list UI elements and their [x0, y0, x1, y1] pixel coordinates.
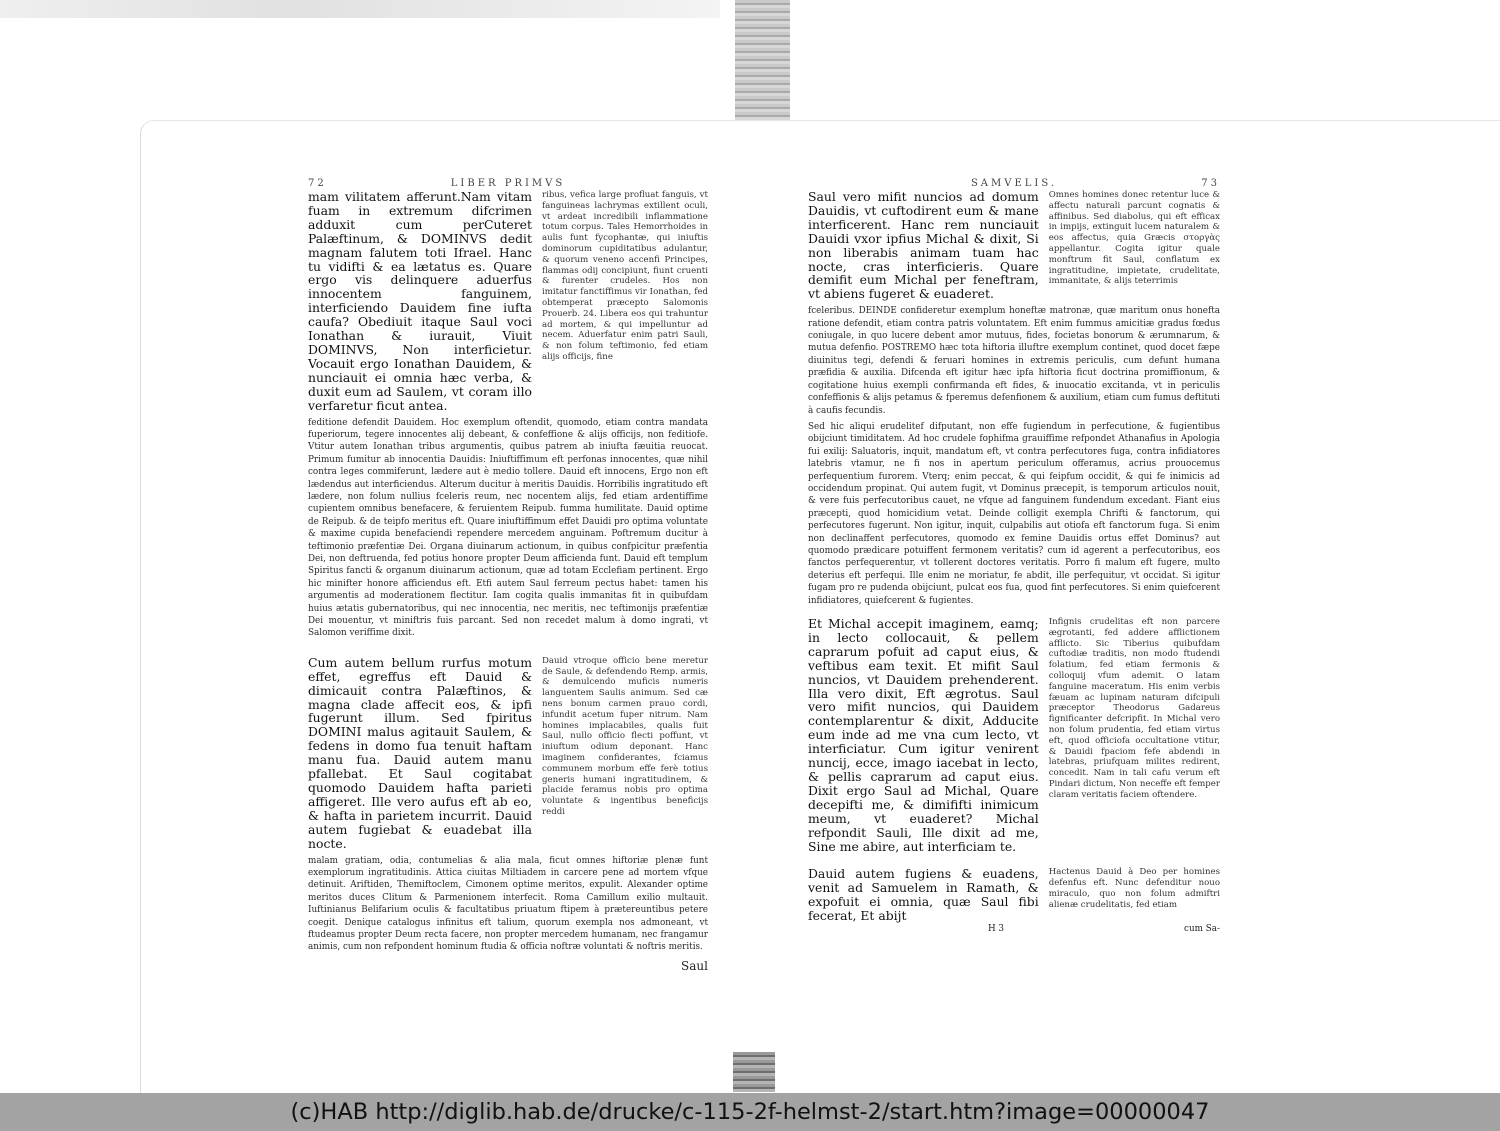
- left-running-title: LIBER PRIMVS: [450, 178, 566, 189]
- right-bible-text-1: Saul vero mifit nuncios ad domum Dauidis, vt cuftodirent eum & mane interficerent. Hanc rem nunciauit Dauidi vxor ipfius Michal & dixit, Si non liberabis animam tuam hac nocte, cras interficieris. Quare demifit eum Michal per feneftram, vt abiens fugeret & euaderet.: [808, 189, 1039, 302]
- book-spine-bottom: [733, 1052, 775, 1092]
- left-catchword: Saul: [681, 958, 708, 973]
- right-running-title: SAMVELIS.: [970, 178, 1058, 189]
- left-commentary-1: ribus, vefica large profluat fanguis, vt fanguineas lachrymas extillent oculi, vt ardeat incredibili inflammatione totum corpus. Tales Hemorrhoides in aulis funt fycophantæ, qui iniuftis dominorum cupiditatibus adulantur, & quorum veneno accenfi Principes, flammas odij concipiunt, fiunt cruenti & furenter crudeles. Hos non imitatur fanctiffimus vir Ionathan, fed obtemperat præcepto Salomonis Prouerb. 24. Libera eos qui trahuntur ad mortem, & qui impelluntur ad necem. Aduerfatur enim patri Sauli, & non folum teftimonio, fed etiam alijs officijs, fine: [542, 190, 708, 362]
- left-page: [308, 178, 708, 973]
- right-bible-text-3: Dauid autem fugiens & euadens, venit ad Samuelem in Ramath, & expofuit ei omnia, quæ Saul fibi fecerat, Et abijt: [808, 866, 1039, 924]
- left-page-number: 72: [308, 178, 327, 189]
- left-block-2: [308, 656, 708, 851]
- left-commentary-full-1: feditione defendit Dauidem. Hoc exemplum oftendit, quomodo, etiam contra mandata fuperiorum, tegere innocentes alij debeant, & confeffione & alijs officijs, non feditiofe. Vtitur autem Ionathan tribus argumentis, quibus patrem ab iniufta fæuitia reuocat. Primum fumitur ab innocentia Dauidis: Iniuftiffimum eft perfonas innocentes, quæ nihil contra leges commiferunt, lædere aut è medio tollere. Dauid eft innocens, Ergo non eft lædendus aut interficiendus. Alterum ducitur à meritis Dauidis. Horribilis ingratitudo eft lædere, non folum nullius fceleris reum, nec nocentem alijs, fed etiam ardentiffime cupientem omnibus benefacere, & feruientem Reipub. fumma humilitate. Dauid optime de Reipub. & de teipfo meritus eft. Quare iniuftiffimum effet Dauidi pro optima voluntate & maxime cupida benefaciendi rependere mercedem anguinam. Poftremum ducitur à teftimonio præfentiæ Dei. Organa diuinarum actionum, in quibus confpicitur præfentia Dei, non deftruenda, fed potius honore propter Deum afficienda funt. Dauid eft templum Spiritus fancti & organum diuinarum actionum, quæ ad totam Ecclefiam pertinent. Ergo hic minifter honore afficiendus eft. Etfi autem Saul ferreum pectus habet: tamen his argumentis ad moderationem flectitur. Iam cogita qualis immanitas fit in quibufdam huius ætatis gubernatoribus, qui nec innocentia, nec meritis, nec teftimonijs præfentiæ Dei mouentur, vt miniftris fuis parcant. Sed non recedet malum à domo ingrati, vt Salomon veriffime dixit.: [308, 417, 708, 639]
- scan-edge-shadow: [0, 0, 720, 18]
- left-bible-text-1: mam vilitatem afferunt.Nam vitam fuam in extremum difcrimen adduxit cum perCuteret Palæftinum, & DOMINVS dedit magnam falutem toti Ifrael. Hanc tu vidifti & ea lætatus es. Quare ergo vis delinquere aduerfus innocentem fanguinem, interficiendo Dauidem fine iufta caufa? Obediuit itaque Saul voci Ionathan & iurauit, Viuit DOMINVS, Non interficietur. Vocauit ergo Ionathan Dauidem, & nunciauit ei omnia hæc verba, & duxit eum ad Saulem, vt coram illo verfaretur ficut antea.: [308, 189, 532, 413]
- right-commentary-full-2: Sed hic aliqui erudelitef difputant, non effe fugiendum in perfecutione, & fugientibus obijciunt timiditatem. Ad hoc crudele fophifma grauiffime refpondet Athanafius in Apologia fui exilij: Saluatoris, inquit, mandatum eft, vt contra perfecutores fuga, contra infidiatores latebris vtamur, ne fi nos in apertum periculum offeramus, acrius prouocemus perfequentium furorem. Vterq; enim peccat, & qui feipfum occidit, & qui fe inimicis ad occidendum propinat. Qui autem fugit, vt Dominus præcepit, is temporum articulos nouit, & vere fuis perfecutoribus cauet, ne vfque ad fanguinem fundendum excedant. Fiant eius præcepti, quod homicidium vetat. Deinde colligit exempla Chrifti & fanctorum, qui perfecutores fugerunt. Non igitur, inquit, culpabilis aut otiofa eft fanctorum fuga. Si enim non declinaffent perfecutores, quomodo ex femine Dauidis ortus effet Dominus? aut quomodo prædicare potuiffent fermonem veritatis? cum id agerent a perfecutoribus, eos fanctos perfequerentur, vt tollerent doctores veritatis. Porro fi malum eft fugere, multo deterius eft perfequi. Ille enim ne moriatur, fe abdit, ille perfequitur, vt occidat. Si igitur fugam pro re pudenda obijciunt, pulcat eos fua, quod fint perfecutores. Si enim quiefcerent infidiatores, quiefcerent & fugientes.: [808, 421, 1220, 606]
- right-block-2: [808, 617, 1220, 853]
- right-commentary-1: Omnes homines donec retentur luce & affectu naturali parcunt cognatis & affinibus. Sed diabolus, qui eft efficax in impijs, extinguit lucem naturalem & eos affectus, quia Græcis στοργὰς appellantur. Cogita igitur quale monftrum fit Saul, conflatum ex ingratitudine, impietate, crudelitate, immanitate, & alijs teterrimis: [1048, 190, 1220, 287]
- right-commentary-3: Hactenus Dauid à Deo per homines defenfus eft. Nunc defenditur nouo miraculo, quo non folum admiftri alienæ crudelitatis, fed etiam: [1048, 867, 1220, 910]
- left-bible-text-2: Cum autem bellum rurfus motum effet, egreffus eft Dauid & dimicauit contra Palæftinos, & magna clade affecit eos, & ipfi fugerunt illum. Sed fpiritus DOMINI malus agitauit Saulem, & fedens in domo fua tenuit haftam manu fua. Dauid autem manu pfallebat. Et Saul cogitabat quomodo Dauidem hafta parieti affigeret. Ille vero aufus eft ab eo, & hafta in parietem incurrit. Dauid autem fugiebat & euadebat illa nocte.: [308, 654, 532, 851]
- left-commentary-2: Dauid vtroque officio bene meretur de Saule, & defendendo Remp. armis, & demulcendo muficis numeris languentem Saulis animum. Sed cæ nens bonum carmen prauo cordi, infundit acetum fuper nitrum. Nam homines implacabiles, qualis fuit Saul, nullo officio flecti poffunt, vt iniuftum odium deponant. Hanc imaginem confiderantes, fciamus communem morbum effe ferè totius generis humani ingratitudinem, & placide feramus nobis pro optima voluntate & ingentibus beneficijs reddi: [542, 655, 708, 817]
- right-page: [808, 178, 1220, 936]
- copyright-footer: (c)HAB http://diglib.hab.de/drucke/c-115-2f-helmst-2/start.htm?image=00000047: [0, 1093, 1500, 1131]
- left-block-1: [308, 190, 708, 413]
- right-commentary-2: Infignis crudelitas eft non parcere ægrotanti, fed addere afflictionem afflicto. Sic Tiberius quibufdam cuftodiæ traditis, non modo ftudendi folatium, fed etiam fermonis & colloquij vfum ademit. O latam fanguine maceratum. His enim verbis fæuam ac lupinam naturam difcipuli præceptor Theodorus Gadareus fignificanter defcripfit. In Michal vero non folum prudentia, fed etiam virtus eft, quod officiofa occultatione vtitur, & Dauidi fpaciom fefe abdendi in latebras, priufquam milites redirent, concedit. Nam in tali cafu verum eft Pindari dictum, Non neceffe eft femper claram veritatis faciem oftendere.: [1048, 617, 1220, 800]
- right-commentary-full-1: fceleribus. DEINDE confideretur exemplum honeftæ matronæ, quæ maritum onus honefta ratione defendit, etiam contra patris voluntatem. Eft enim fummus amicitiæ gradus fœdus coniugale, in quo lucere debent amor mutuus, fides, focietas bonorum & ærumnarum, & mutua defenfio. POSTREMO hæc tota hiftoria illuftre exemplum continet, quod docet fæpe diuinitus tegi, defendi & feruari homines in extremis periculis, cum defunt humana præfidia & auxilia. Difcenda eft igitur hæc ipfa hiftoria ficut doctrina promiffionum, & cogitatione huius exempli confirmanda eft fides, & inuocatio excitanda, vt in periculis confeffionis & alijs petamus & fperemus defenfionem & auxilium, etiam cum fumus deftituti à caufis fecundis.: [808, 306, 1220, 416]
- right-page-foot: [808, 923, 1220, 936]
- right-catchword: cum Sa-: [1184, 924, 1220, 935]
- signature-mark: H 3: [987, 924, 1005, 935]
- book-spine-top: [735, 0, 790, 120]
- left-running-head: [308, 178, 708, 190]
- right-page-number: 73: [1201, 178, 1220, 189]
- right-bible-text-2: Et Michal accepit imaginem, eamq; in lecto collocauit, & pellem caprarum pofuit ad caput eius, & veftibus eam texit. Et mifit Saul nuncios, vt Dauidem prehenderent. Illa vero dixit, Eft ægrotus. Saul vero mifit nuncios, qui Dauidem contemplarentur & dixit, Adducite eum inde ad me vna cum lecto, vt interficiatur. Cum igitur venirent nuncij, ecce, imago iacebat in lecto, & pellis caprarum ad caput eius. Dixit ergo Saul ad Michal, Quare decepifti me, & dimififti inimicum meum, vt euaderet? Michal refpondit Sauli, Ille dixit ad me, Sine me abire, aut interficiam te.: [808, 616, 1039, 854]
- right-block-1: [808, 190, 1220, 301]
- right-block-3: [808, 867, 1220, 923]
- right-running-head: [808, 178, 1220, 190]
- left-commentary-full-2: malam gratiam, odia, contumelias & alia mala, ficut omnes hiftoriæ plenæ funt exemplorum ingratitudinis. Attica ciuitas Miltiadem in carcere pene ad mortem vfque detinuit. Ariftiden, Themiftoclem, Cimonem optime meritos, expulit. Alexander optime meritos duces Clitum & Parmenionem interfecit. Roma Camillum exilio multauit. Iuftinianus Belifarium oculis & facultatibus priuatum ftipem à prætereuntibus petere coegit. Denique catalogus infinitus eft talium, quorum exempla nos admoneant, vt ftudeamus propter Deum recta facere, non propter mercedem humanam, nec frangamur animis, cum non refpondent hominum ftudia & officia noftræ voluntati & noftris meritis.: [308, 855, 708, 953]
